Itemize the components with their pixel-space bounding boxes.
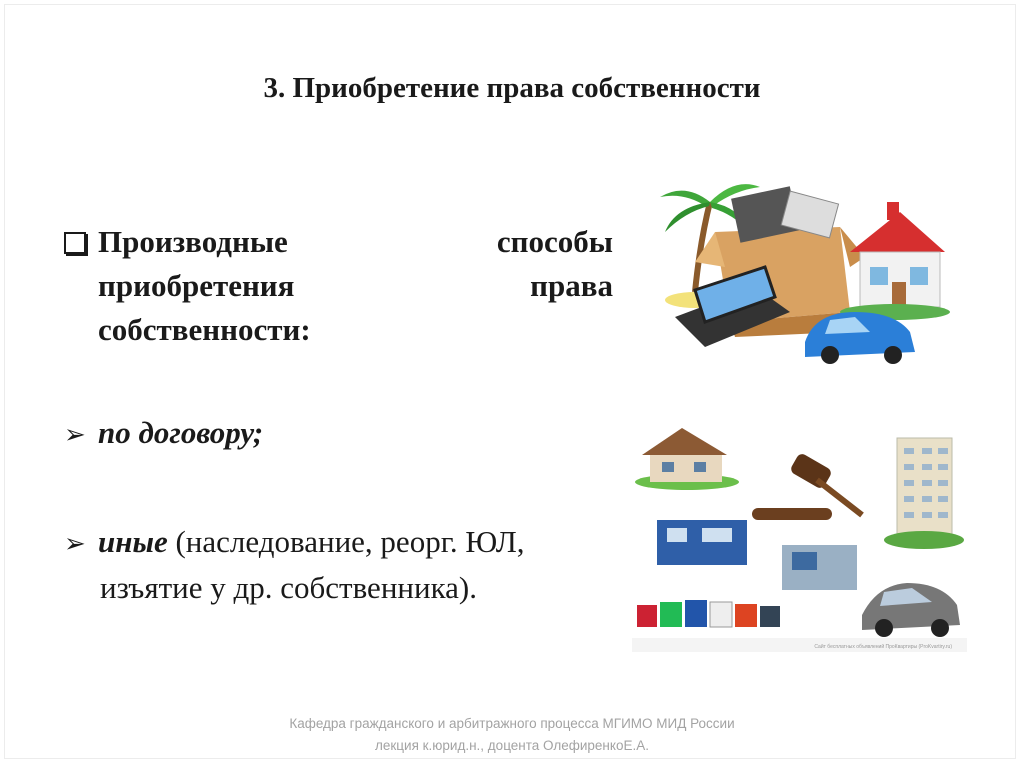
assets-collage-icon xyxy=(632,420,967,652)
bullet-row-2 xyxy=(98,264,613,308)
collage-caption: Сайт бесплатных объявлений ПроКвартиры (ProKvartiry.ru) xyxy=(814,644,952,650)
list-item xyxy=(64,415,263,451)
arrow-bullet-icon: ➢ xyxy=(64,529,86,559)
bullet-text xyxy=(98,220,613,352)
bullet-word: права xyxy=(530,268,613,303)
item-line-2: изъятие у др. собственника). xyxy=(100,570,478,605)
item-line xyxy=(64,520,624,566)
bullet-line-1 xyxy=(64,220,614,352)
bullet-row-1 xyxy=(98,220,613,264)
item-text: по договору; xyxy=(98,415,264,450)
bullet-row-3: собственности: xyxy=(98,312,311,347)
list-item xyxy=(64,520,624,610)
property-collage-icon xyxy=(655,172,960,372)
footer-line-2: лекция к.юрид.н., доцента ОлефиренкоЕ.А. xyxy=(375,738,649,753)
item-emphasis: иные xyxy=(98,524,168,559)
arrow-bullet-icon: ➢ xyxy=(64,420,86,450)
slide-footer xyxy=(0,713,1024,757)
bullet-word: Производные xyxy=(98,224,288,259)
footer-line-1: Кафедра гражданского и арбитражного процесса МГИМО МИД России xyxy=(289,716,735,731)
item-text: (наследование, реорг. ЮЛ, xyxy=(167,524,525,559)
main-bullet xyxy=(64,220,614,352)
bullet-word: приобретения xyxy=(98,268,295,303)
bullet-word: способы xyxy=(496,224,613,259)
slide-title: 3. Приобретение права собственности xyxy=(263,72,761,104)
checkbox-bullet-icon xyxy=(64,232,86,254)
